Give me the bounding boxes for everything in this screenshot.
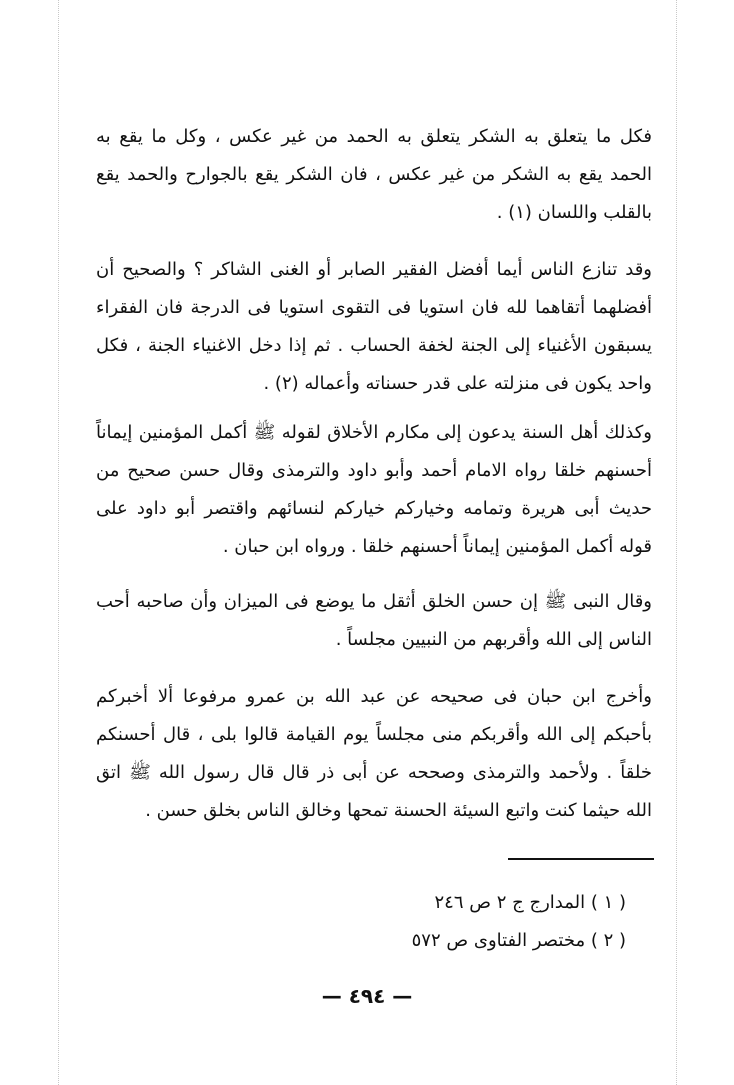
footnotes bbox=[412, 884, 626, 960]
footnote-divider bbox=[508, 858, 654, 860]
footnote-1: ( ١ ) المدارج ج ٢ ص ٢٤٦ bbox=[434, 892, 626, 913]
paragraph-5: وأخرج ابن حبان فى صحيحه عن عبد الله بن عمرو مرفوعا ألا أخبركم بأحبكم إلى الله وأقربكم منى مجلساً يوم القيامة قالوا بلى ، قال أحسنكم خلقاً . ولأحمد والترمذى وصححه عن أبى ذر قال قال رسول الله ﷺ اتق الله حيثما كنت واتبع السيئة الحسنة تمحها وخالق الناس بخلق حسن . bbox=[96, 686, 652, 821]
footnote-2: ( ٢ ) مختصر الفتاوى ص ٥٧٢ bbox=[411, 930, 626, 951]
paragraph-3: وكذلك أهل السنة يدعون إلى مكارم الأخلاق لقوله ﷺ أكمل المؤمنين إيماناً أحسنهم خلقا رواه الامام أحمد وأبو داود والترمذى وقال حسن صحيح من حديث أبى هريرة وتمامه وخياركم خياركم لنسائهم واقتصر أبو داود على قوله أكمل المؤمنين إيماناً أحسنهم خلقا . ورواه ابن حبان . bbox=[96, 422, 652, 557]
paragraph-1: فكل ما يتعلق به الشكر يتعلق به الحمد من غير عكس ، وكل ما يقع به الحمد يقع به الشكر من غير عكس ، فان الشكر يقع بالجوارح والحمد يقع بالقلب واللسان (١) . bbox=[96, 126, 652, 223]
page-edge-right bbox=[676, 0, 677, 1085]
paragraph-4: وقال النبى ﷺ إن حسن الخلق أثقل ما يوضع فى الميزان وأن صاحبه أحب الناس إلى الله وأقربهم من النبيين مجلساً . bbox=[96, 591, 652, 650]
page-edge-left bbox=[58, 0, 59, 1085]
page-number: — ٤٩٤ — bbox=[321, 984, 413, 1008]
paragraph-2: وقد تنازع الناس أيما أفضل الفقير الصابر أو الغنى الشاكر ؟ والصحيح أن أفضلهما أتقاهما لله فان استويا فى التقوى استويا فى الدرجة فان الفقراء يسبقون الأغنياء إلى الجنة لخفة الحساب . ثم إذا دخل الاغنياء الجنة ، فكل واحد يكون فى منزلته على قدر حسناته وأعماله (٢) . bbox=[96, 259, 652, 394]
